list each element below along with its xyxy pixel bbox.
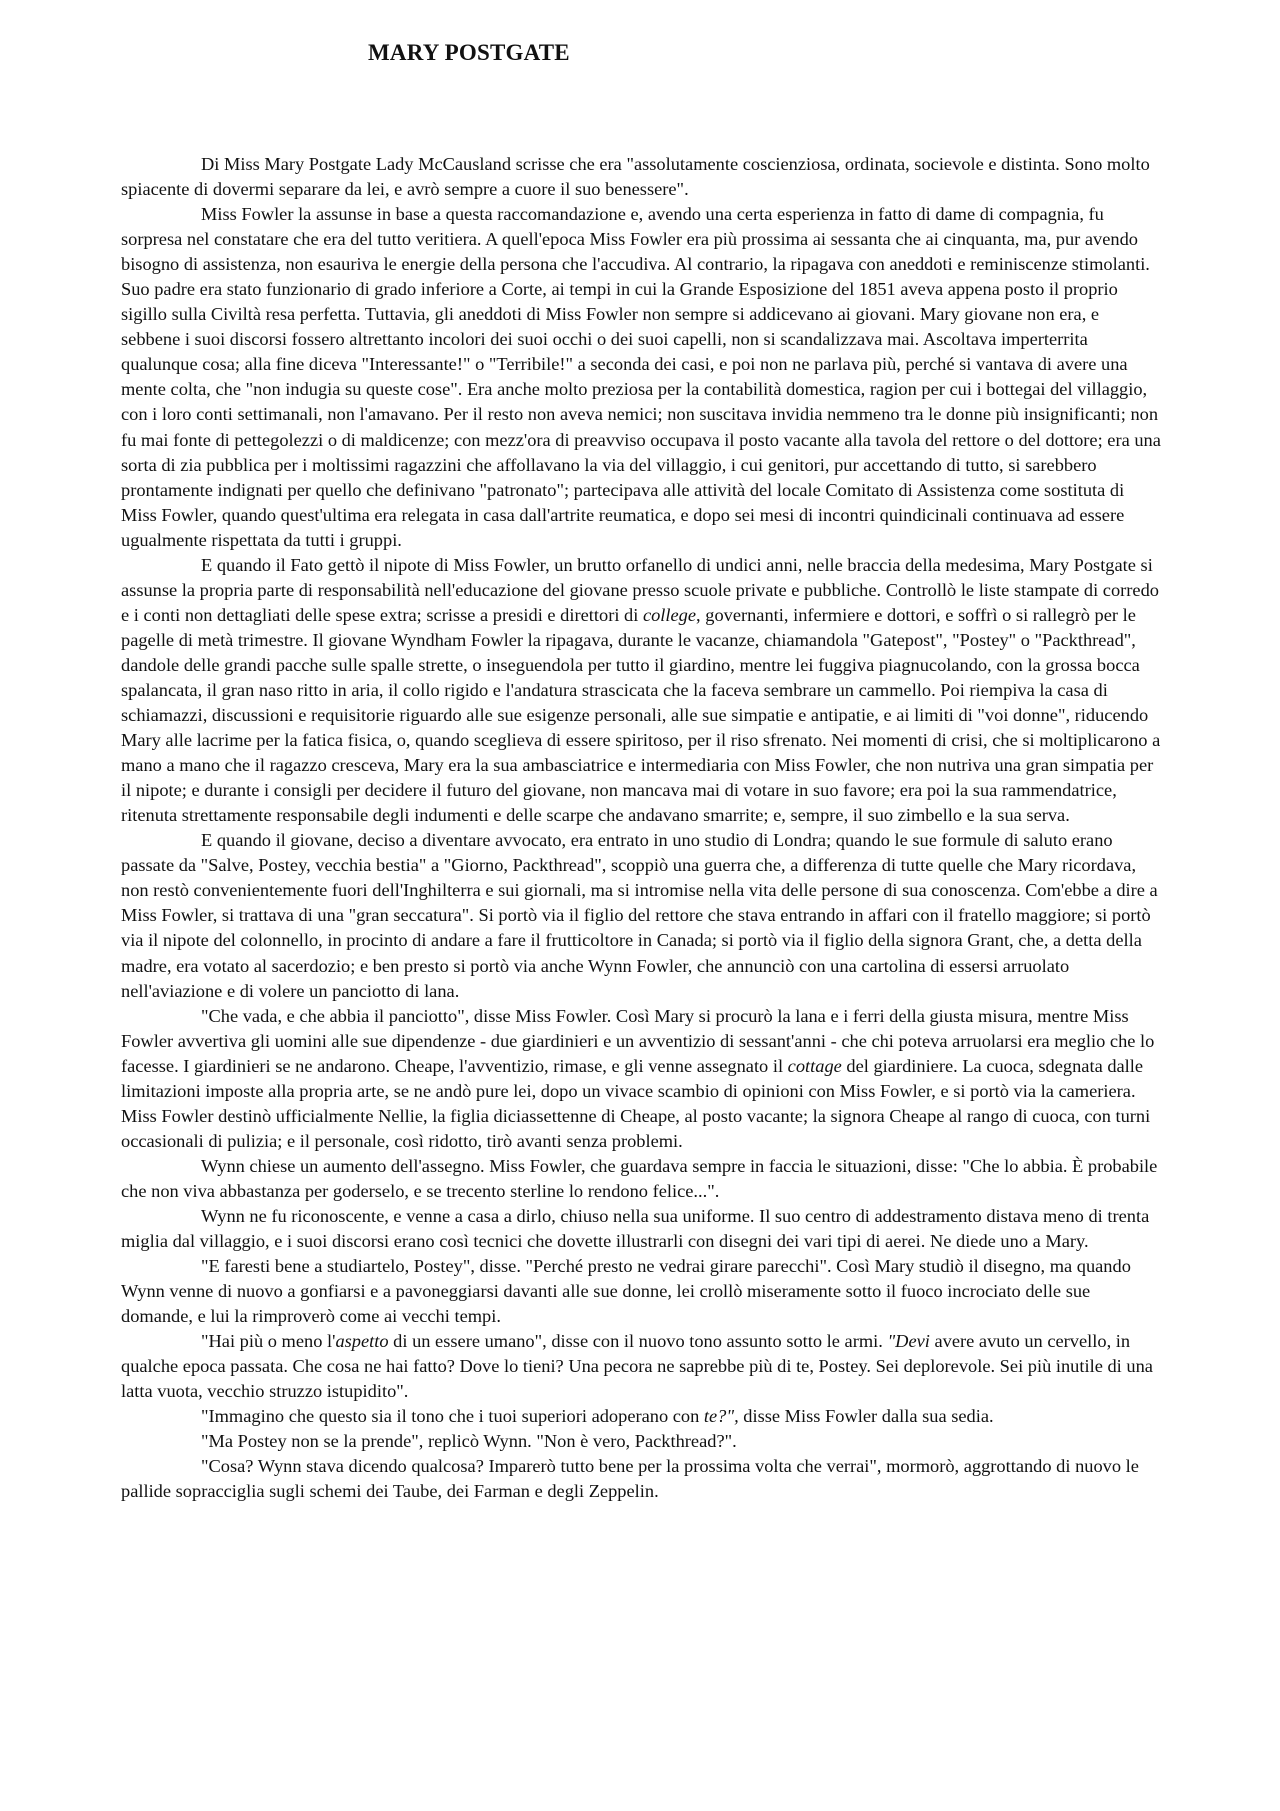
paragraph-text: , governanti, infermiere e dottori, e soffrì o si rallegrò per le pagelle di metà trimestre. Il giovane Wyndham Fowler la ripagava, durante le vacanze, chiamandola "Gatepost", "Postey" o "Packthread", dandole delle grandi pacche sulle spalle strette, o inseguendola per tutto il giardino, mentre lei fuggiva piagnucolando, con la grossa bocca spalancata, il gran naso ritto in aria, il collo rigido e l'andatura strascicata che la faceva sembrare un cammello. Poi riempiva la casa di schiamazzi, discussioni e requisitorie riguardo alle sue esigenze personali, alle sue simpatie e antipatie, e ai limiti di "voi donne", riducendo Mary alle lacrime per la fatica fisica, o, quando sceglieva di essere spiritoso, per il riso sfrenato. Nei momenti di crisi, che si moltiplicarono a mano a mano che il ragazzo cresceva, Mary era la sua ambasciatrice e intermediaria con Miss Fowler, che non nutriva una gran simpatia per il nipote; e durante i consigli per decidere il futuro del giovane, non mancava mai di votare in suo favore; era poi la sua rammendatrice, ritenuta strettamente responsabile degli indumenti e delle scarpe che andavano smarrite; e, sempre, il suo zimbello e la sua serva. — [121, 604, 1161, 826]
italic-word: "Devi — [887, 1331, 930, 1352]
italic-word: college — [642, 604, 697, 625]
paragraph-text: Wynn chiese un aumento dell'assegno. Miss Fowler, che guardava sempre in faccia le situazioni, disse: "Che lo abbia. È probabile che non viva abbastanza per goderselo, e se trecento sterline lo rendono felice...". — [121, 1155, 1158, 1201]
paragraph — [121, 1329, 1161, 1404]
paragraph-text: "Cosa? Wynn stava dicendo qualcosa? Imparerò tutto bene per la prossima volta che verrai", mormorò, aggrottando di nuovo le pallide sopracciglia sugli schemi dei Taube, dei Farman e degli Zeppelin. — [121, 1456, 1139, 1502]
paragraph-text: disse Miss Fowler dalla sua sedia. — [738, 1406, 994, 1427]
paragraph — [121, 1404, 1161, 1429]
paragraph — [121, 1454, 1161, 1504]
paragraph-text: avere avuto un cervello, in qualche epoca passata. Che cosa ne hai fatto? Dove lo tieni? Una pecora ne saprebbe più di te, Postey. Sei deplorevole. Sei più inutile di una latta vuota, vecchio struzzo istupidito". — [121, 1331, 1153, 1402]
paragraph-text: "E faresti bene a studiartelo, Postey", disse. "Perché presto ne vedrai girare parecchi". Così Mary studiò il disegno, ma quando Wynn venne di nuovo a gonfiarsi e a pavoneggiarsi davanti alle sue donne, lei crollò miseramente sotto il fuoco incrociato delle sue domande, e lui la rimproverò come ai vecchi tempi. — [121, 1256, 1131, 1327]
paragraph-text: "Hai più o meno l' — [201, 1331, 336, 1352]
paragraph — [121, 202, 1161, 553]
paragraph — [121, 1429, 1161, 1454]
italic-word: aspetto — [335, 1331, 389, 1352]
paragraph — [121, 1254, 1161, 1329]
paragraph — [121, 553, 1161, 829]
story-text — [121, 152, 1161, 1505]
page-title: MARY POSTGATE — [368, 40, 570, 65]
paragraph-text: "Che vada, e che abbia il panciotto", disse Miss Fowler. Così Mary si procurò la lana e i ferri della giusta misura, mentre Miss Fowler avvertiva gli uomini alle sue dipendenze - due giardinieri e un avventizio di sessant'anni - che chi poteva arruolarsi era meglio che lo facesse. I giardinieri se ne andarono. Cheape, l'avventizio, rimase, e gli venne assegnato il — [121, 1005, 1155, 1076]
paragraph-text: del giardiniere. La cuoca, sdegnata dalle limitazioni imposte alla propria arte, se ne andò pure lei, dopo un vivace scambio di opinioni con Miss Fowler, e si portò via la cameriera. Miss Fowler destinò ufficialmente Nellie, la figlia diciassettenne di Cheape, al posto vacante; la signora Cheape al rango di cuoca, con turni occasionali di pulizia; e il personale, così ridotto, tirò avanti senza problemi. — [121, 1055, 1151, 1151]
paragraph-text: "Ma Postey non se la prende", replicò Wynn. "Non è vero, Packthread?". — [201, 1431, 737, 1452]
paragraph — [121, 1154, 1161, 1204]
paragraph-text: di un essere umano", disse con il nuovo tono assunto sotto le armi. — [388, 1331, 888, 1352]
paragraph — [121, 828, 1161, 1003]
paragraph-text: "Immagino che questo sia il tono che i tuoi superiori adoperano con — [201, 1406, 704, 1427]
paragraph — [121, 152, 1161, 202]
paragraph-text: E quando il Fato gettò il nipote di Miss Fowler, un brutto orfanello di undici anni, nelle braccia della medesima, Mary Postgate si assunse la propria parte di responsabilità nell'educazione del giovane presso scuole private e pubbliche. Controllò le liste stampate di corredo e i conti non dettagliati delle spese extra; scrisse a presidi e direttori di — [121, 554, 1159, 625]
paragraph-text: Miss Fowler la assunse in base a questa raccomandazione e, avendo una certa esperienza in fatto di dame di compagnia, fu sorpresa nel constatare che era del tutto veritiera. A quell'epoca Miss Fowler era più prossima ai sessanta che ai cinquanta, ma, pur avendo bisogno di assistenza, non esauriva le energie della persona che l'accudiva. Al contrario, la ripagava con aneddoti e reminiscenze stimolanti. Suo padre era stato funzionario di grado inferiore a Corte, ai tempi in cui la Grande Esposizione del 1851 aveva appena posto il proprio sigillo sulla Civiltà resa perfetta. Tuttavia, gli aneddoti di Miss Fowler non sempre si addicevano ai giovani. Mary giovane non era, e sebbene i suoi discorsi fossero altrettanto incolori dei suoi occhi o dei suoi capelli, non si scandalizzava mai. Ascoltava imperterrita qualunque cosa; alla fine diceva "Interessante!" o "Terribile!" a seconda dei casi, e poi non ne parlava più, perché si vantava di avere una mente colta, che "non indugia su queste cose". Era anche molto preziosa per la contabilità domestica, ragion per cui i bottegai del villaggio, con i loro conti settimanali, non l'amavano. Per il resto non aveva nemici; non suscitava invidia nemmeno tra le donne più insignificanti; non fu mai fonte di pettegolezzi o di maldicenze; con mezz'ora di preavviso occupava il posto vacante alla tavola del rettore o del dottore; era una sorta di zia pubblica per i moltissimi ragazzini che affollavano la via del villaggio, i cui genitori, pur accettando di tutto, si sarebbero prontamente indignati per quello che definivano "patronato"; partecipava alle attività del locale Comitato di Assistenza come sostituta di Miss Fowler, quando quest'ultima era relegata in casa dall'artrite reumatica, e dopo sei mesi di incontri quindicinali continuava ad essere ugualmente rispettata da tutti i gruppi. — [121, 204, 1161, 550]
paragraph-text: E quando il giovane, deciso a diventare avvocato, era entrato in uno studio di Londra; quando le sue formule di saluto erano passate da "Salve, Postey, vecchia bestia" a "Giorno, Packthread", scoppiò una guerra che, a differenza di tutte quelle che Mary ricordava, non restò convenientemente fuori dell'Inghilterra e sui giornali, ma si intromise nella vita delle persone di sua conoscenza. Com'ebbe a dire a Miss Fowler, si trattava di una "gran seccatura". Si portò via il figlio del rettore che stava entrando in affari con il fratello maggiore; si portò via il nipote del colonnello, in procinto di andare a fare il frutticoltore in Canada; si portò via il figlio della signora Grant, che, a detta della madre, era votato al sacerdozio; e ben presto si portò via anche Wynn Fowler, che annunciò con una cartolina di essersi arruolato nell'aviazione e di volere un panciotto di lana. — [121, 830, 1158, 1001]
paragraph-text: Di Miss Mary Postgate Lady McCausland scrisse che era "assolutamente coscienziosa, ordinata, socievole e distinta. Sono molto spiacente di dovermi separare da lei, e avrò sempre a cuore il suo benessere". — [121, 154, 1150, 200]
paragraph-text: Wynn ne fu riconoscente, e venne a casa a dirlo, chiuso nella sua uniforme. Il suo centro di addestramento distava meno di trenta miglia dal villaggio, e i suoi discorsi erano così tecnici che dovette illustrarli con disegni dei vari tipi di aerei. Ne diede uno a Mary. — [121, 1205, 1150, 1252]
italic-word: cottage — [787, 1055, 842, 1076]
paragraph — [121, 1204, 1161, 1254]
italic-word: te?", — [703, 1406, 739, 1427]
paragraph — [121, 1004, 1161, 1154]
